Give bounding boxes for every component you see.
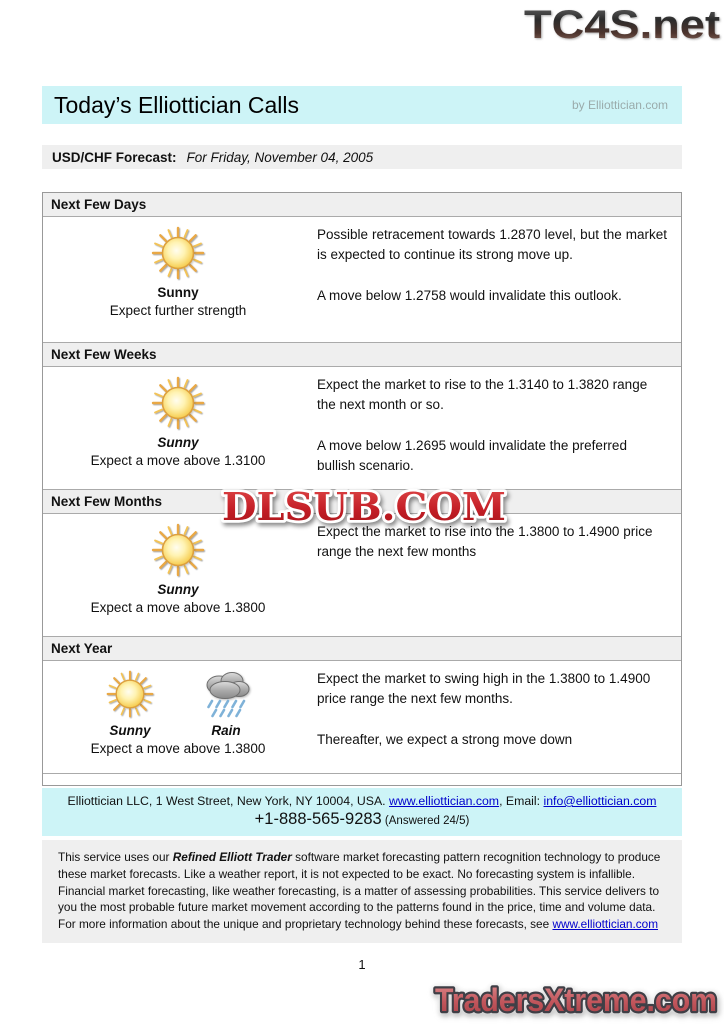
forecast-paragraph: Expect the market to swing high in the 1.3800 to 1.4900 price range the next few months. (317, 671, 651, 706)
weather-column (43, 367, 313, 489)
weather-subcaption: Expect further strength (109, 303, 247, 318)
contact-address-line (42, 794, 682, 808)
forecast-text-column (313, 661, 681, 773)
contact-phone-line (42, 810, 682, 829)
weather-caption: Sunny (109, 723, 151, 738)
tc4s-watermark-logo (522, 0, 724, 48)
sun-icon (150, 375, 206, 431)
sun-icon (150, 522, 206, 578)
disclaimer-website-link[interactable]: www.elliottician.com (552, 917, 659, 931)
section-body-next-few-weeks (43, 367, 681, 490)
tc4s-watermark-text: TC4S.net (524, 3, 720, 47)
dlsub-watermark-text: DLSUB.COM (222, 484, 506, 529)
section-header-next-few-days: Next Few Days (43, 193, 681, 217)
tradersxtreme-watermark-text: TradersXtreme.com (435, 982, 717, 1018)
product-name: Refined Elliott Trader (172, 850, 292, 864)
weather-column (43, 661, 313, 773)
forecast-text-column (313, 514, 681, 636)
forecast-text-column (313, 367, 681, 489)
sun-icon (103, 669, 157, 719)
forecast-paragraph: A move below 1.2695 would invalidate the preferred bullish scenario. (317, 438, 627, 473)
weather-item-rain (199, 669, 253, 738)
weather-item-sunny (103, 669, 157, 738)
weather-column (43, 217, 313, 342)
page-title: Today’s Elliottician Calls (54, 91, 300, 118)
weather-subcaption: Expect a move above 1.3800 (90, 741, 266, 756)
contact-address-text: Elliottician LLC, 1 West Street, New York, NY 10004, USA. (67, 794, 390, 808)
forecast-paragraph: Expect the market to rise into the 1.3800 to 1.4900 price range the next few months (317, 524, 653, 559)
weather-caption: Sunny (157, 435, 199, 450)
section-header-next-few-weeks: Next Few Weeks (43, 343, 681, 367)
byline: by Elliottician.com (571, 98, 668, 112)
phone-availability-note: (Answered 24/5) (381, 815, 470, 827)
forecast-header-bar (42, 145, 682, 169)
forecast-paragraph: Thereafter, we expect a strong move down (317, 732, 573, 748)
website-link[interactable]: www.elliottician.com (389, 794, 500, 808)
sun-icon (150, 225, 206, 281)
dlsub-watermark-logo (218, 483, 510, 529)
report-title-bar (42, 86, 682, 124)
weather-caption: Sunny (157, 285, 199, 300)
section-body-next-few-months (43, 514, 681, 637)
forecast-pair-label: USD/CHF Forecast: (52, 149, 177, 165)
section-header-next-year: Next Year (43, 637, 681, 661)
weather-subcaption: Expect a move above 1.3800 (90, 600, 266, 615)
weather-column (43, 514, 313, 636)
forecast-paragraph: Expect the market to rise to the 1.3140 to 1.3820 range the next month or so. (317, 377, 648, 412)
tradersxtreme-watermark-logo (432, 976, 722, 1022)
disclaimer-text: This service uses our (58, 850, 173, 864)
email-label: , Email: (499, 794, 544, 808)
weather-caption: Rain (211, 723, 241, 738)
email-link[interactable]: info@elliottician.com (543, 794, 657, 808)
forecast-date: For Friday, November 04, 2005 (186, 149, 374, 165)
section-header-next-few-months: Next Few Months (43, 490, 681, 514)
page-number: 1 (358, 956, 366, 972)
empty-row (43, 774, 681, 785)
phone-number: +1-888-565-9283 (254, 810, 382, 828)
forecast-text-column (313, 217, 681, 342)
rain-cloud-icon (199, 669, 253, 719)
weather-caption: Sunny (157, 582, 199, 597)
disclaimer-text: software market forecasting pattern recognition technology to produce these market forecasts. Like a weather report, it is not expected to be exact. No forecasting system is infallible. Financial market forecasting, like weather forecasting, is a matter of assessing probabilities. This service delivers to you the most probable future market movement according to the patterns found in the price, time and volume data. For more information about the unique and proprietary technology behind these forecasts, see (58, 850, 661, 931)
disclaimer-box (42, 840, 682, 943)
forecast-paragraph: Possible retracement towards 1.2870 level, but the market is expected to continue its strong move up. (317, 227, 667, 262)
weather-subcaption: Expect a move above 1.3100 (90, 453, 266, 468)
contact-box (42, 788, 682, 836)
section-body-next-few-days (43, 217, 681, 343)
section-body-next-year (43, 661, 681, 774)
forecast-paragraph: A move below 1.2758 would invalidate this outlook. (317, 288, 622, 304)
